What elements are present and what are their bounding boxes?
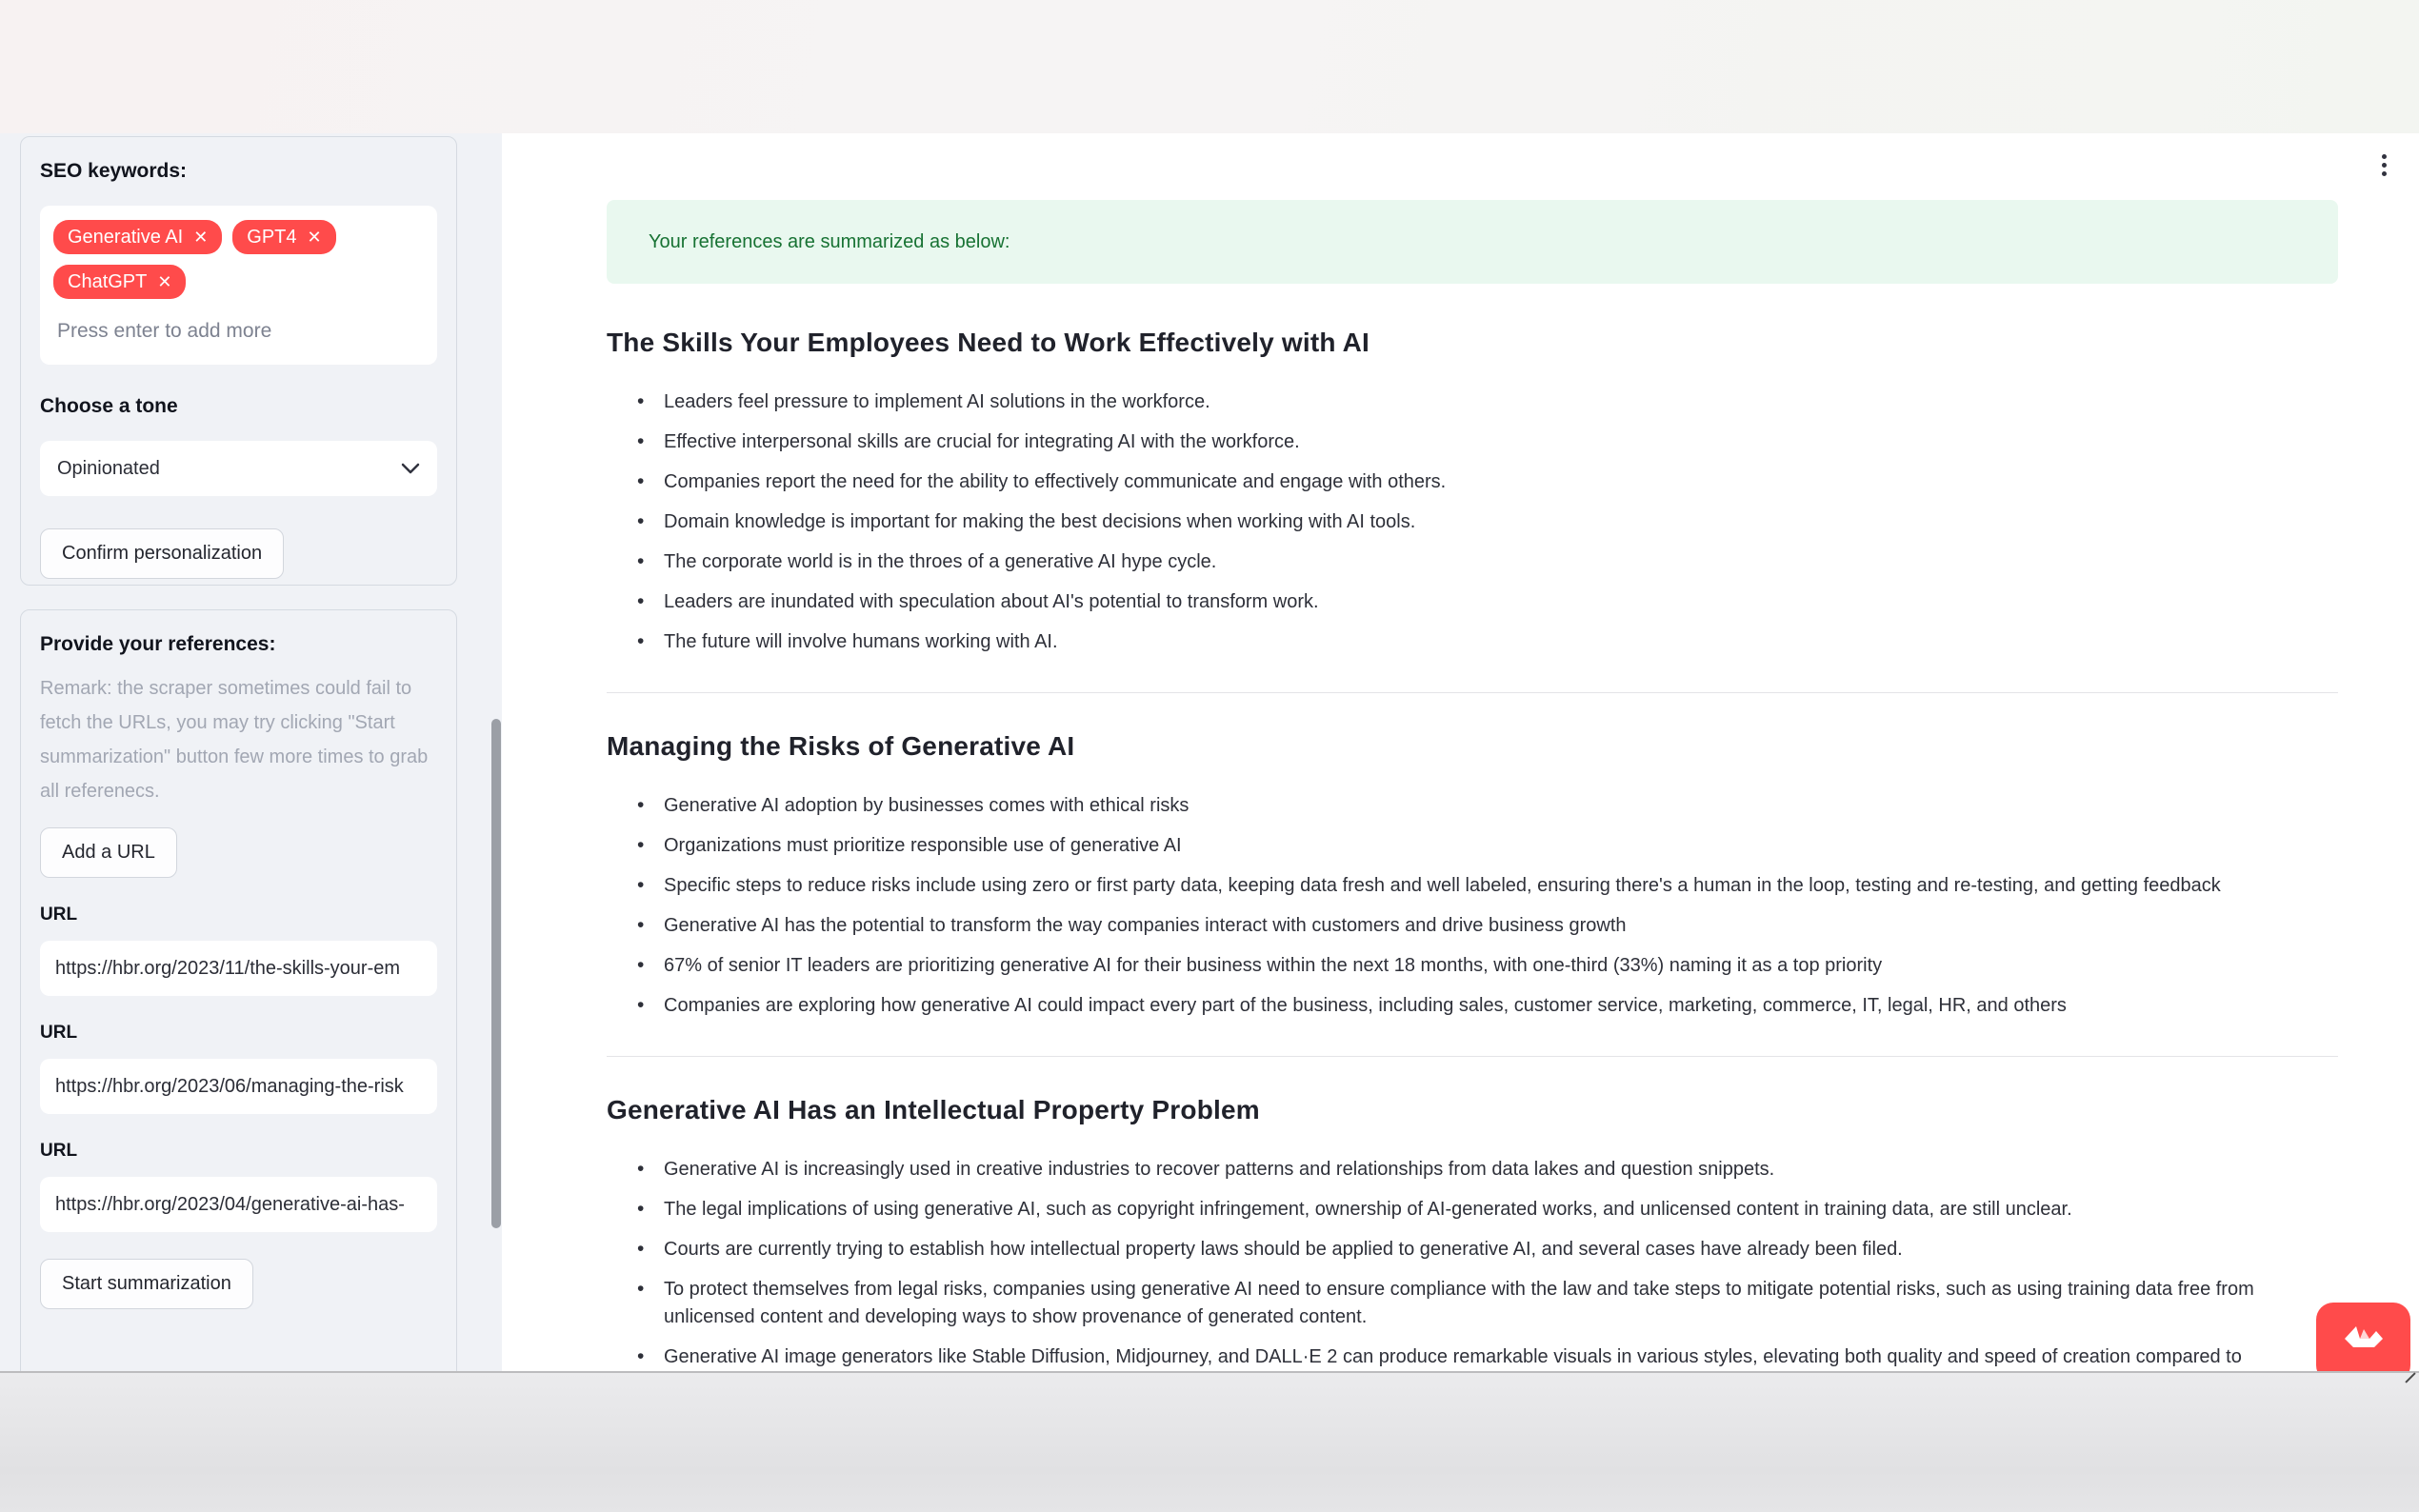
app-shell (0, 133, 2419, 1371)
url-field-group (40, 905, 437, 996)
bullet-item: • The corporate world is in the throes of a generative AI hype cycle. (635, 548, 2338, 576)
keyword-tag-label: GPT4 (247, 227, 297, 248)
confirm-personalization-button[interactable]: Confirm personalization (40, 528, 284, 579)
bullet-item: • The future will involve humans working with AI. (635, 628, 2338, 656)
keyword-tag[interactable] (232, 220, 335, 254)
references-card (20, 609, 457, 1371)
tone-label: Choose a tone (40, 395, 178, 417)
bullet-item: • The legal implications of using generative AI, such as copyright infringement, ownership of AI-generated works, and unlicensed content in training data, are still unclear. (635, 1196, 2338, 1224)
bullet-item: • Leaders are inundated with speculation about AI's potential to transform work. (635, 588, 2338, 616)
section-divider (607, 692, 2338, 693)
keywords-placeholder: Press enter to add more (57, 320, 272, 342)
sidebar (0, 133, 502, 1371)
url-label: URL (40, 1141, 78, 1161)
references-label: Provide your references: (40, 633, 276, 655)
section-title: The Skills Your Employees Need to Work Effectively with AI (607, 328, 1370, 357)
sidebar-scrollbar-thumb[interactable] (491, 719, 501, 1228)
success-banner (607, 200, 2338, 284)
remove-tag-icon[interactable]: ✕ (193, 228, 209, 247)
kebab-menu-icon[interactable] (2378, 150, 2390, 180)
summary-section (607, 692, 2338, 1020)
keyword-tag[interactable] (53, 220, 222, 254)
bullet-item: • Generative AI is increasingly used in creative industries to recover patterns and relationships from data lakes and question snippets. (635, 1156, 2338, 1184)
section-divider (607, 1056, 2338, 1057)
bullet-item: • Specific steps to reduce risks include using zero or first party data, keeping data fresh and well labeled, ensuring there's a human in the loop, testing and re-testing, and getting feedback (635, 872, 2338, 900)
url-input[interactable]: https://hbr.org/2023/11/the-skills-your-em (40, 941, 437, 996)
add-url-button[interactable]: Add a URL (40, 827, 177, 878)
bullet-item: • Leaders feel pressure to implement AI solutions in the workforce. (635, 388, 2338, 416)
tone-selected-value: Opinionated (57, 457, 160, 479)
chevron-down-icon (401, 458, 420, 480)
summary-section (607, 328, 2338, 656)
keyword-tags (53, 220, 424, 299)
bullet-item: • Generative AI adoption by businesses comes with ethical risks (635, 792, 2338, 820)
success-banner-text: Your references are summarized as below: (649, 230, 1010, 252)
url-list (40, 905, 437, 1232)
main-content (502, 133, 2419, 1371)
section-title: Managing the Risks of Generative AI (607, 731, 1075, 761)
bullet-item: • Companies report the need for the ability to effectively communicate and engage with others. (635, 468, 2338, 496)
url-label: URL (40, 1023, 78, 1043)
bottom-status-bar (0, 1371, 2419, 1512)
bullet-item: • Organizations must prioritize responsible use of generative AI (635, 832, 2338, 860)
bullet-item: • Domain knowledge is important for making the best decisions when working with AI tools. (635, 508, 2338, 536)
bullet-item: • 67% of senior IT leaders are prioritizing generative AI for their business within the next 18 months, with one-third (33%) naming it as a top priority (635, 952, 2338, 980)
keyword-tag-label: Generative AI (68, 227, 184, 248)
bullet-item: • Generative AI has the potential to transform the way companies interact with customers and drive business growth (635, 912, 2338, 940)
section-bullet-list (607, 388, 2338, 656)
url-input[interactable]: https://hbr.org/2023/06/managing-the-risk (40, 1059, 437, 1114)
url-field-group (40, 1141, 437, 1232)
url-field-group (40, 1023, 437, 1114)
references-remark: Remark: the scraper sometimes could fail to fetch the URLs, you may try clicking "Start summarization" button few more times to grab all referenecs. (40, 678, 429, 802)
top-header-band (0, 0, 2419, 133)
bullet-item: • Courts are currently trying to establish how intellectual property laws should be applied to generative AI, and several cases have already been filed. (635, 1236, 2338, 1263)
section-bullet-list (607, 792, 2338, 1020)
personalization-card (20, 136, 457, 586)
keyword-tag[interactable] (53, 265, 186, 299)
keywords-input-box[interactable] (40, 206, 437, 365)
section-title: Generative AI Has an Intellectual Property Problem (607, 1095, 1260, 1124)
remove-tag-icon[interactable]: ✕ (307, 228, 322, 247)
bullet-item: • Companies are exploring how generative AI could impact every part of the business, including sales, customer service, marketing, commerce, IT, legal, HR, and others (635, 992, 2338, 1020)
start-summarization-button[interactable]: Start summarization (40, 1259, 253, 1309)
bullet-item: • To protect themselves from legal risks, companies using generative AI need to ensure compliance with the law and take steps to mitigate potential risks, such as using training data free from unlicensed content and developing ways to show provenance of generated content. (635, 1276, 2338, 1331)
url-label: URL (40, 905, 78, 925)
bullet-item: • Effective interpersonal skills are crucial for integrating AI with the workforce. (635, 428, 2338, 456)
remove-tag-icon[interactable]: ✕ (157, 272, 172, 291)
tone-select[interactable] (40, 441, 437, 496)
keyword-tag-label: ChatGPT (68, 271, 148, 292)
resize-corner-mark (2405, 1372, 2415, 1383)
summary-sections (607, 328, 2338, 1371)
paper-boat-icon (2343, 1323, 2385, 1353)
url-input[interactable]: https://hbr.org/2023/04/generative-ai-has- (40, 1177, 437, 1232)
section-bullet-list (607, 1156, 2338, 1371)
seo-keywords-label: SEO keywords: (40, 160, 188, 182)
summary-section (607, 1056, 2338, 1371)
bullet-item: • Generative AI image generators like Stable Diffusion, Midjourney, and DALL·E 2 can produce remarkable visuals in various styles, elevating both quality and speed of creation compared to (635, 1343, 2338, 1371)
